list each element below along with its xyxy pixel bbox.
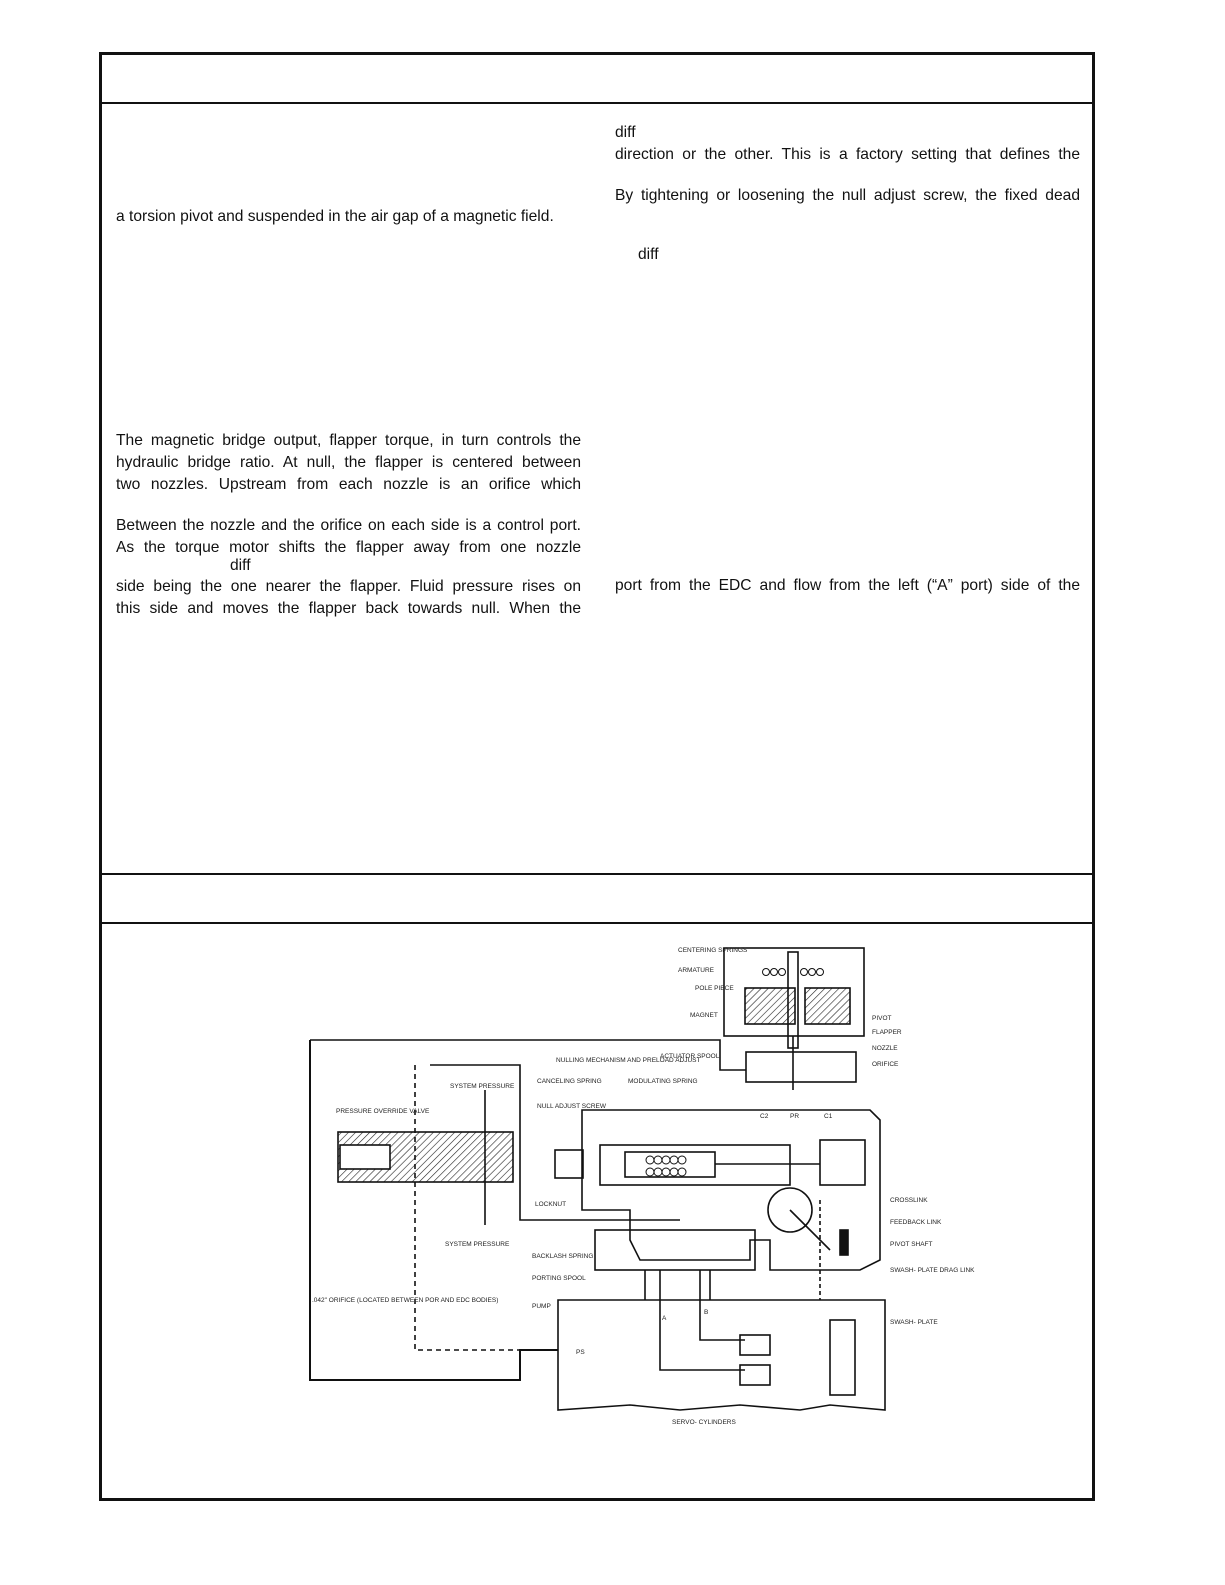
left-para-port-line2: As the torque motor shifts the flapper away from one nozzle [116, 539, 581, 556]
label-system-pressure-top: SYSTEM PRESSURE [450, 1083, 515, 1090]
label-ps: PS [576, 1349, 585, 1356]
left-para-bridge-line3: two nozzles. Upstream from each nozzle is an orifice which [116, 476, 581, 493]
swashplate [830, 1320, 855, 1395]
label-flapper: FLAPPER [872, 1029, 902, 1036]
label-pole-piece: POLE PIECE [695, 985, 734, 992]
label-pump: PUMP [532, 1303, 551, 1310]
header-rule [99, 102, 1095, 104]
label-null-adjust-screw: NULL ADJUST SCREW [537, 1103, 606, 1110]
left-para-port-line1: Between the nozzle and the orifice on each side is a control port. [116, 517, 581, 534]
label-magnet: MAGNET [690, 1012, 718, 1019]
label-orifice-042: .042" ORIFICE (LOCATED BETWEEN POR AND EDC BODIES) [312, 1297, 499, 1304]
label-pivot: PIVOT [872, 1015, 892, 1022]
label-modulating-spring: MODULATING SPRING [628, 1078, 698, 1085]
label-armature: ARMATURE [678, 967, 714, 974]
right-diff-fragment-1: diff [615, 124, 636, 141]
label-system-pressure-bottom: SYSTEM PRESSURE [445, 1241, 510, 1248]
nozzle-block [746, 1052, 856, 1082]
edc-schematic-diagram [300, 940, 975, 1440]
label-port-b: B [704, 1309, 709, 1316]
label-swashplate: SWASH- PLATE [890, 1319, 938, 1326]
label-swashplate-drag-link: SWASH- PLATE DRAG LINK [890, 1267, 975, 1274]
label-centering-springs: CENTERING SPRINGS [678, 947, 748, 954]
right-line-null-adjust: By tightening or loosening the null adjust screw, the fixed dead [615, 187, 1080, 204]
label-port-a: A [662, 1315, 667, 1322]
label-actuator-spool: ACTUATOR SPOOL [660, 1053, 720, 1060]
label-crosslink: CROSSLINK [890, 1197, 928, 1204]
label-orifice: ORIFICE [872, 1061, 899, 1068]
left-para-bridge-line1: The magnetic bridge output, flapper torque, in turn controls the [116, 432, 581, 449]
right-diff-fragment-2: diff [638, 246, 659, 263]
label-nulling-mechanism: NULLING MECHANISM AND PRELOAD ADJUST [556, 1057, 701, 1064]
left-line-torsion-pivot: a torsion pivot and suspended in the air gap of a magnetic field. [116, 208, 554, 225]
label-pivot-shaft: PIVOT SHAFT [890, 1241, 933, 1248]
label-c2: C2 [760, 1113, 769, 1120]
right-line-factory-setting: direction or the other. This is a factory setting that defines the [615, 146, 1080, 163]
label-backlash-spring: BACKLASH SPRING [532, 1253, 594, 1260]
pump-body [558, 1300, 885, 1410]
label-servo-cylinders: SERVO- CYLINDERS [672, 1419, 736, 1426]
label-pressure-override-valve: PRESSURE OVERRIDE VALVE [336, 1108, 430, 1115]
section-rule-top [99, 873, 1095, 875]
left-para-port-line3: side being the one nearer the flapper. Fluid pressure rises on [116, 578, 581, 595]
edc-body [582, 1110, 880, 1270]
label-nozzle: NOZZLE [872, 1045, 898, 1052]
section-rule-bottom [99, 922, 1095, 924]
right-line-port-flow: port from the EDC and flow from the left (“A” port) side of the [615, 577, 1080, 594]
left-diff-fragment: diff [230, 557, 251, 574]
label-porting-spool: PORTING SPOOL [532, 1275, 586, 1282]
left-para-port-line4: this side and moves the flapper back towards null. When the [116, 600, 581, 617]
label-c1: C1 [824, 1113, 833, 1120]
label-pr: PR [790, 1113, 800, 1120]
label-canceling-spring: CANCELING SPRING [537, 1078, 602, 1085]
label-locknut: LOCKNUT [535, 1201, 567, 1208]
left-para-bridge-line2: hydraulic bridge ratio. At null, the flapper is centered between [116, 454, 581, 471]
label-feedback-link: FEEDBACK LINK [890, 1219, 942, 1226]
